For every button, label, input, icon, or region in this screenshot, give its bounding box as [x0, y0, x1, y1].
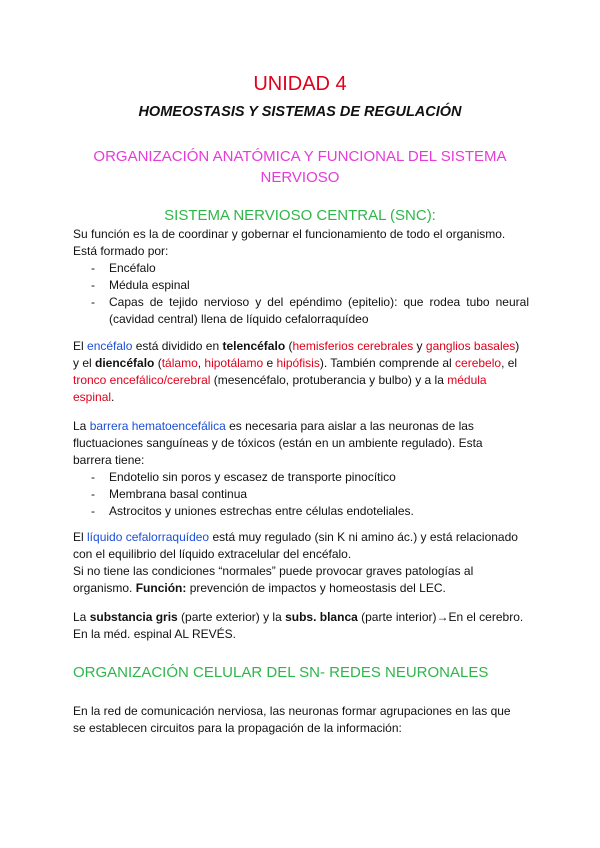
- term-encefalo: encéfalo: [87, 339, 133, 353]
- paragraph-line: fluctuaciones sanguíneas y de tóxicos (están en un ambiente regulado). Esta: [73, 436, 483, 450]
- term-funcion: Función:: [135, 581, 187, 595]
- paragraph-line: La substancia gris (parte exterior) y la subs. blanca (parte interior)→En el cerebro.: [73, 610, 524, 624]
- liquido-paragraph: [73, 529, 529, 597]
- section-heading-redes: ORGANIZACIÓN CELULAR DEL SN- REDES NEURONALES: [73, 664, 489, 681]
- term-liquido: líquido cefalorraquídeo: [87, 530, 210, 544]
- term-espinal: espinal: [73, 390, 112, 404]
- term-hipofisis: hipófisis: [276, 356, 320, 370]
- snc-intro-line: Su función es la de coordinar y gobernar el funcionamiento de todo el organismo.: [73, 227, 506, 241]
- paragraph-line: espinal.: [73, 390, 115, 404]
- section-heading-anatomy: ORGANIZACIÓN ANATÓMICA Y FUNCIONAL DEL SISTEMA NERVIOSO: [93, 148, 507, 186]
- paragraph-line: con el equilibrio del líquido extracelular del encéfalo.: [73, 547, 352, 561]
- sustancia-paragraph: [73, 609, 529, 643]
- list-item: - Capas de tejido nervioso y del epéndimo (epitelio): que rodea tubo neural (cavidad central) llena de líquido cefalorraquídeo: [73, 294, 529, 328]
- paragraph-line: Si no tiene las condiciones “normales” puede provocar graves patologías al: [73, 564, 474, 578]
- paragraph-line: En la méd. espinal AL REVÉS.: [73, 627, 236, 641]
- term-medula: médula: [447, 373, 487, 387]
- barrera-paragraph: [73, 418, 529, 520]
- paragraph-line: El encéfalo está dividido en telencéfalo (hemisferios cerebrales y ganglios basales): [73, 339, 520, 353]
- snc-intro: [73, 226, 529, 328]
- paragraph-line: En la red de comunicación nerviosa, las neuronas formar agrupaciones en las que: [73, 704, 511, 718]
- snc-heading: SISTEMA NERVIOSO CENTRAL (SNC):: [164, 207, 436, 224]
- paragraph-line: y el diencéfalo (tálamo, hipotálamo e hipófisis). También comprende al cerebelo, el: [73, 356, 518, 370]
- term-diencefalo: diencéfalo: [95, 356, 155, 370]
- term-hemisferios: hemisferios cerebrales: [292, 339, 414, 353]
- snc-components-list: [73, 260, 529, 328]
- redes-paragraph: [73, 703, 529, 737]
- list-item: - Membrana basal continua: [73, 486, 529, 503]
- encefalo-paragraph: [73, 338, 529, 406]
- term-gris: substancia gris: [89, 610, 178, 624]
- list-item: - Endotelio sin poros y escasez de transporte pinocítico: [73, 469, 529, 486]
- term-ganglios: ganglios basales: [425, 339, 516, 353]
- unit-title: UNIDAD 4: [253, 73, 347, 95]
- term-barrera: barrera hematoencefálica: [89, 419, 226, 433]
- paragraph-line: se establecen circuitos para la propagación de la información:: [73, 721, 402, 735]
- term-talamo: tálamo: [161, 356, 198, 370]
- term-telencefalo: telencéfalo: [222, 339, 286, 353]
- list-item: - Médula espinal: [73, 277, 529, 294]
- list-item: - Encéfalo: [73, 260, 529, 277]
- term-tronco: tronco encefálico/cerebral: [73, 373, 211, 387]
- snc-intro-line: Está formado por:: [73, 244, 169, 258]
- paragraph-line: El líquido cefalorraquídeo está muy regulado (sin K ni amino ác.) y está relacionado: [73, 530, 518, 544]
- paragraph-line: barrera tiene:: [73, 453, 145, 467]
- paragraph-line: tronco encefálico/cerebral (mesencéfalo, protuberancia y bulbo) y a la médula: [73, 373, 487, 387]
- paragraph-line: La barrera hematoencefálica es necesaria para aislar a las neuronas de las: [73, 419, 474, 433]
- barrera-features-list: [73, 469, 529, 520]
- term-cerebelo: cerebelo: [455, 356, 502, 370]
- unit-subtitle: HOMEOSTASIS Y SISTEMAS DE REGULACIÓN: [138, 104, 462, 120]
- term-blanca: subs. blanca: [285, 610, 358, 624]
- list-item: - Astrocitos y uniones estrechas entre células endoteliales.: [73, 503, 529, 520]
- term-hipotalamo: hipotálamo: [204, 356, 264, 370]
- paragraph-line: organismo. Función: prevención de impactos y homeostasis del LEC.: [73, 581, 446, 595]
